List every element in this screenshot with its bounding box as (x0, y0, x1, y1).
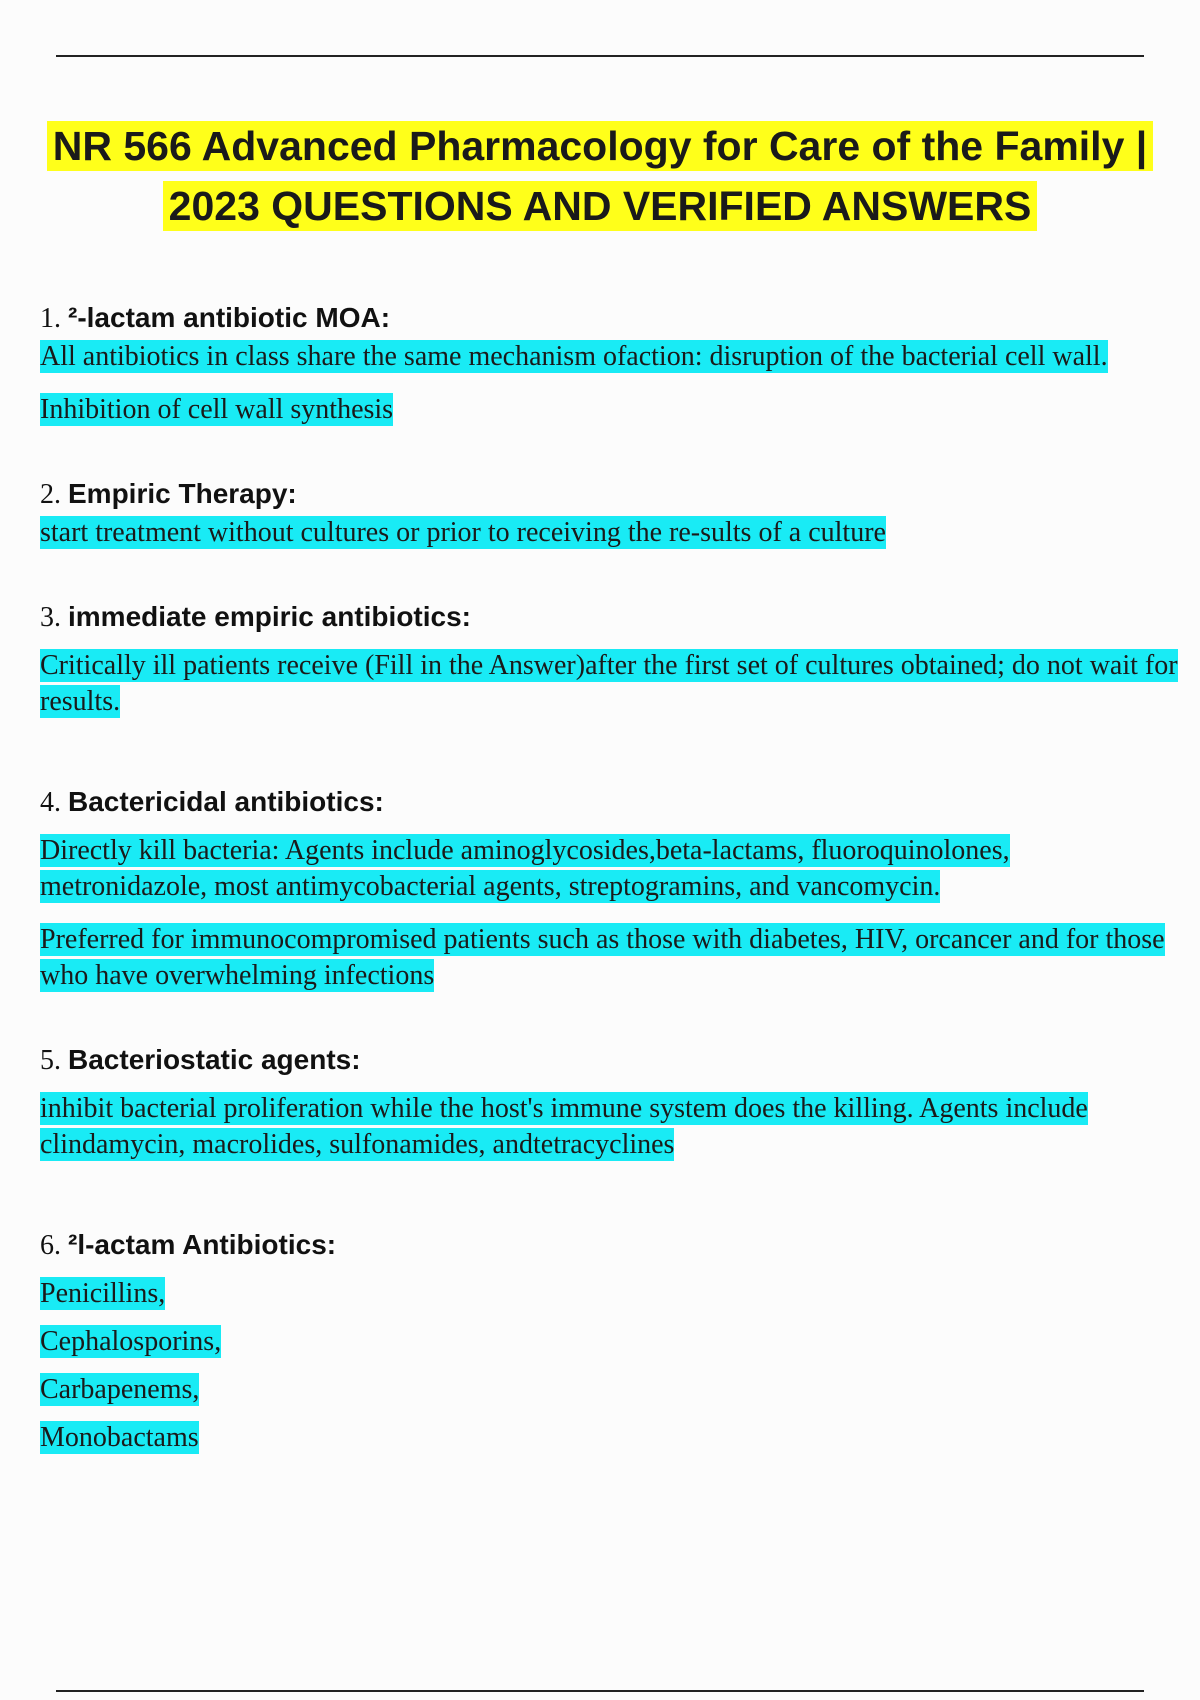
answer-text: Preferred for immunocompromised patients such as those with diabetes, HIV, orcancer and for those who have overwhelming infections (40, 924, 1165, 991)
question (40, 599, 1180, 636)
qa-item (40, 784, 1180, 994)
question-number: 5. (40, 1045, 61, 1076)
answer (40, 515, 1180, 551)
qa-item (40, 476, 1180, 551)
question-number: 6. (40, 1230, 61, 1261)
answer (40, 833, 1180, 905)
answer-text: All antibiotics in class share the same mechanism ofaction: disruption of the bacterial cell wall. (40, 341, 1108, 372)
answer-text: Monobactams (40, 1422, 199, 1453)
answer-text: inhibit bacterial proliferation while the host's immune system does the killing. Agents include clindamycin, macrolides, sulfonamides, andtetracyclines (40, 1093, 1088, 1160)
bottom-rule (56, 1690, 1144, 1692)
title-line-1: NR 566 Advanced Pharmacology for Care of the Family | (47, 121, 1154, 171)
document-title (0, 116, 1200, 236)
answer (40, 392, 1180, 428)
question (40, 1227, 1180, 1264)
question (40, 300, 1180, 337)
question-number: 2. (40, 479, 61, 510)
answer-text: Critically ill patients receive (Fill in the Answer)after the first set of cultures obtained; do not wait for results. (40, 650, 1178, 717)
answer (40, 1324, 1180, 1360)
answer (40, 1372, 1180, 1408)
answer-text: Cephalosporins, (40, 1326, 222, 1357)
question-text: ²l-actam Antibiotics: (68, 1229, 337, 1260)
question-text: ²-lactam antibiotic MOA: (68, 302, 391, 333)
answer (40, 648, 1180, 720)
answer (40, 1091, 1180, 1163)
question-text: Bactericidal antibiotics: (68, 786, 384, 817)
answer (40, 1420, 1180, 1456)
question-text: Empiric Therapy: (68, 478, 297, 509)
answer-text: Directly kill bacteria: Agents include aminoglycosides,beta-lactams, fluoroquinolones, metronidazole, most antimycobacterial agents, streptogramins, and vancomycin. (40, 835, 1010, 902)
question-number: 4. (40, 787, 61, 818)
qa-list (40, 300, 1180, 1456)
answer-text: Penicillins, (40, 1278, 166, 1309)
answer (40, 339, 1180, 375)
answer-text: Carbapenems, (40, 1374, 200, 1405)
title-line-2: 2023 QUESTIONS AND VERIFIED ANSWERS (163, 181, 1038, 231)
question (40, 784, 1180, 821)
qa-item (40, 599, 1180, 720)
question-number: 3. (40, 602, 61, 633)
answer (40, 1276, 1180, 1312)
qa-item (40, 1042, 1180, 1163)
answer (40, 922, 1180, 994)
qa-item (40, 300, 1180, 428)
question (40, 1042, 1180, 1079)
top-rule (56, 55, 1144, 57)
question-text: immediate empiric antibiotics: (68, 601, 471, 632)
question-number: 1. (40, 303, 61, 334)
answer-text: Inhibition of cell wall synthesis (40, 394, 394, 425)
question (40, 476, 1180, 513)
question-text: Bacteriostatic agents: (68, 1044, 361, 1075)
answer-text: start treatment without cultures or prior to receiving the re-sults of a culture (40, 517, 886, 548)
qa-item (40, 1227, 1180, 1456)
